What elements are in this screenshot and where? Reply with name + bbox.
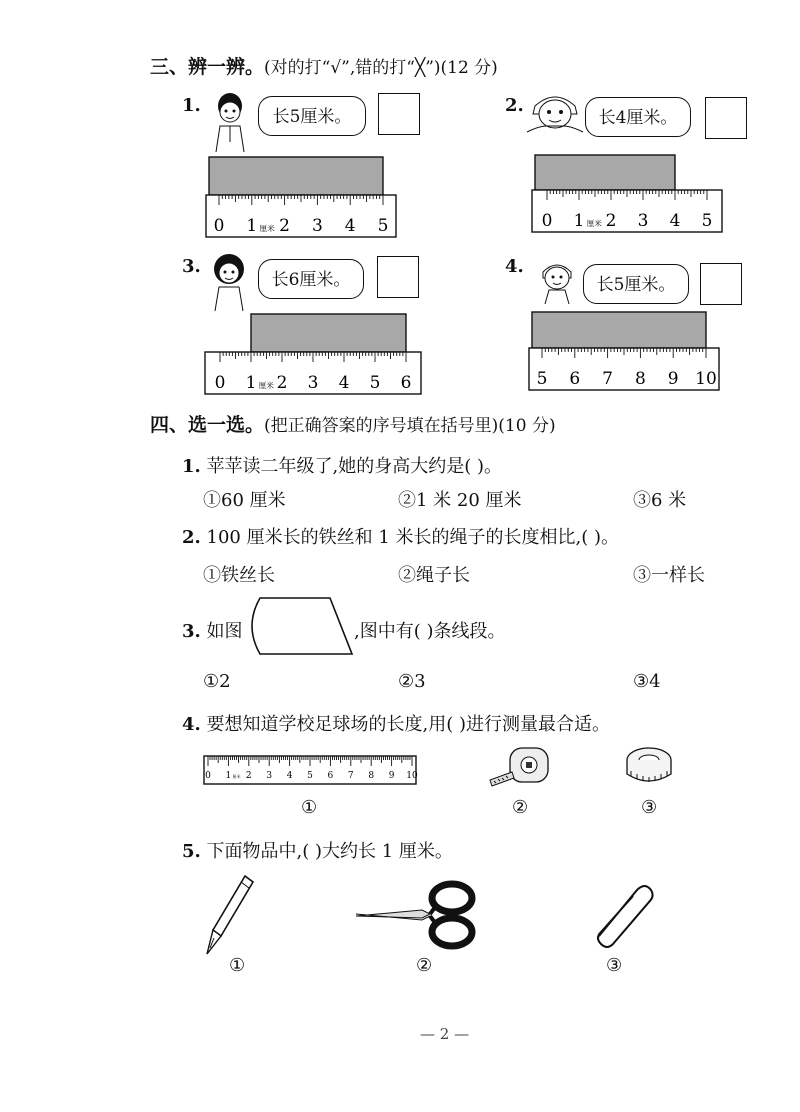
q5-option-1[interactable]: ①	[229, 955, 246, 976]
q4-option-1[interactable]: ①	[301, 797, 318, 818]
ruler-tick-label: 3	[311, 216, 323, 236]
ruler-tick-label: 4	[338, 373, 350, 393]
ruler-tick-label: 2	[605, 211, 617, 231]
ruler-tick-label: 4	[669, 211, 681, 231]
question-5: 5. 下面物品中,( )大约长 1 厘米。	[182, 841, 453, 862]
q2-option-1[interactable]: ①铁丝长	[203, 565, 275, 586]
ruler-tick-label: 10	[406, 771, 418, 781]
ruler-tick-label: 8	[634, 369, 646, 389]
question-1: 1. 苹苹读二年级了,她的身高大约是( )。	[182, 456, 503, 477]
answer-box-1[interactable]	[378, 93, 420, 135]
q1-option-1[interactable]: ①60 厘米	[203, 490, 286, 511]
ruler-tick-label: 8	[368, 771, 375, 781]
ruler-tick-label: 9	[667, 369, 679, 389]
ruler-tick-label: 4	[344, 216, 356, 236]
item2-number: 2.	[505, 95, 524, 116]
speech-bubble-3: 长6厘米。	[258, 259, 364, 299]
q2-option-2[interactable]: ②绳子长	[398, 565, 470, 586]
measured-bar	[532, 312, 706, 348]
question-3-suffix: ,图中有( )条线段。	[354, 621, 506, 642]
ruler-tick-label: 0	[214, 373, 226, 393]
small-ruler-icon	[203, 754, 417, 786]
fountain-pen-icon	[201, 872, 257, 956]
section3-subtitle: (对的打“√”,错的打“╳”)(12 分)	[264, 58, 498, 78]
ruler-2	[531, 155, 723, 237]
soft-tape-roll-icon	[623, 744, 675, 790]
ruler-tick-label: 0	[541, 211, 553, 231]
question-2: 2. 100 厘米长的铁丝和 1 米长的绳子的长度相比,( )。	[182, 527, 619, 548]
ruler-tick-label: 2	[279, 216, 291, 236]
ruler-4	[528, 312, 720, 394]
measured-bar	[209, 157, 383, 195]
speech-bubble-1: 长5厘米。	[258, 96, 366, 136]
trapezoid-shape-figure	[250, 596, 356, 658]
page-number: — 2 —	[420, 1025, 470, 1043]
ruler-tick-label: 5	[377, 216, 389, 236]
ruler-unit-label: 厘米	[232, 774, 241, 779]
q4-option-3[interactable]: ③	[641, 797, 658, 818]
ruler-tick-label: 0	[205, 771, 211, 781]
q1-option-3[interactable]: ③6 米	[633, 490, 687, 511]
paper-clip-icon	[585, 882, 655, 946]
measured-bar	[251, 314, 406, 352]
ruler-tick-label: 6	[569, 369, 581, 389]
ruler-tick-label: 4	[286, 771, 293, 781]
ruler-tick-label: 1	[573, 211, 585, 231]
ruler-tick-label: 1	[225, 771, 232, 781]
section4-title: 四、选一选。(把正确答案的序号填在括号里)(10 分)	[150, 414, 556, 436]
ruler-tick-label: 5	[307, 771, 313, 781]
scissors-icon	[352, 880, 482, 950]
q5-option-2[interactable]: ②	[416, 955, 433, 976]
q4-option-2[interactable]: ②	[512, 797, 529, 818]
section4-subtitle: (把正确答案的序号填在括号里)(10 分)	[264, 416, 556, 436]
child-figure-icon	[535, 258, 579, 308]
item1-number: 1.	[182, 95, 201, 116]
speech-bubble-4: 长5厘米。	[583, 264, 689, 304]
item3-number: 3.	[182, 256, 201, 277]
ruler-tick-label: 10	[695, 369, 717, 389]
ruler-tick-label: 3	[266, 771, 273, 781]
girl-figure-icon	[207, 253, 251, 313]
q5-option-3[interactable]: ③	[606, 955, 623, 976]
item4-number: 4.	[505, 256, 524, 277]
q3-option-1[interactable]: ①2	[203, 671, 231, 692]
ruler-tick-label: 1	[245, 373, 257, 393]
q2-option-3[interactable]: ③一样长	[633, 565, 705, 586]
ruler-1	[205, 157, 397, 239]
boy-with-scarf-icon	[525, 92, 585, 136]
ruler-tick-label: 0	[213, 216, 225, 236]
section3-title: 三、辨一辨。(对的打“√”,错的打“╳”)(12 分)	[150, 56, 498, 78]
ruler-tick-label: 9	[388, 771, 395, 781]
measured-bar	[535, 155, 675, 190]
question-3-prefix: 3. 如图	[182, 621, 243, 642]
tape-measure-icon	[488, 744, 552, 790]
answer-box-2[interactable]	[705, 97, 747, 139]
answer-box-4[interactable]	[700, 263, 742, 305]
ruler-tick-label: 5	[369, 373, 381, 393]
ruler-tick-label: 3	[307, 373, 319, 393]
ruler-unit-label: 厘米	[258, 381, 274, 390]
ruler-unit-label: 厘米	[259, 224, 275, 233]
q3-option-3[interactable]: ③4	[633, 671, 661, 692]
ruler-tick-label: 3	[637, 211, 649, 231]
speech-bubble-2: 长4厘米。	[585, 97, 691, 137]
ruler-tick-label: 7	[347, 771, 354, 781]
ruler-tick-label: 2	[245, 771, 252, 781]
boy-figure-icon	[208, 92, 252, 154]
answer-box-3[interactable]	[377, 256, 419, 298]
question-4: 4. 要想知道学校足球场的长度,用( )进行测量最合适。	[182, 714, 611, 735]
ruler-tick-label: 5	[536, 369, 548, 389]
q1-option-2[interactable]: ②1 米 20 厘米	[398, 490, 522, 511]
q3-option-2[interactable]: ②3	[398, 671, 426, 692]
ruler-3	[204, 314, 422, 396]
ruler-tick-label: 6	[400, 373, 412, 393]
ruler-tick-label: 7	[602, 369, 614, 389]
ruler-tick-label: 6	[327, 771, 334, 781]
ruler-unit-label: 厘米	[586, 219, 602, 228]
ruler-tick-label: 1	[246, 216, 258, 236]
ruler-tick-label: 5	[701, 211, 713, 231]
ruler-tick-label: 2	[276, 373, 288, 393]
